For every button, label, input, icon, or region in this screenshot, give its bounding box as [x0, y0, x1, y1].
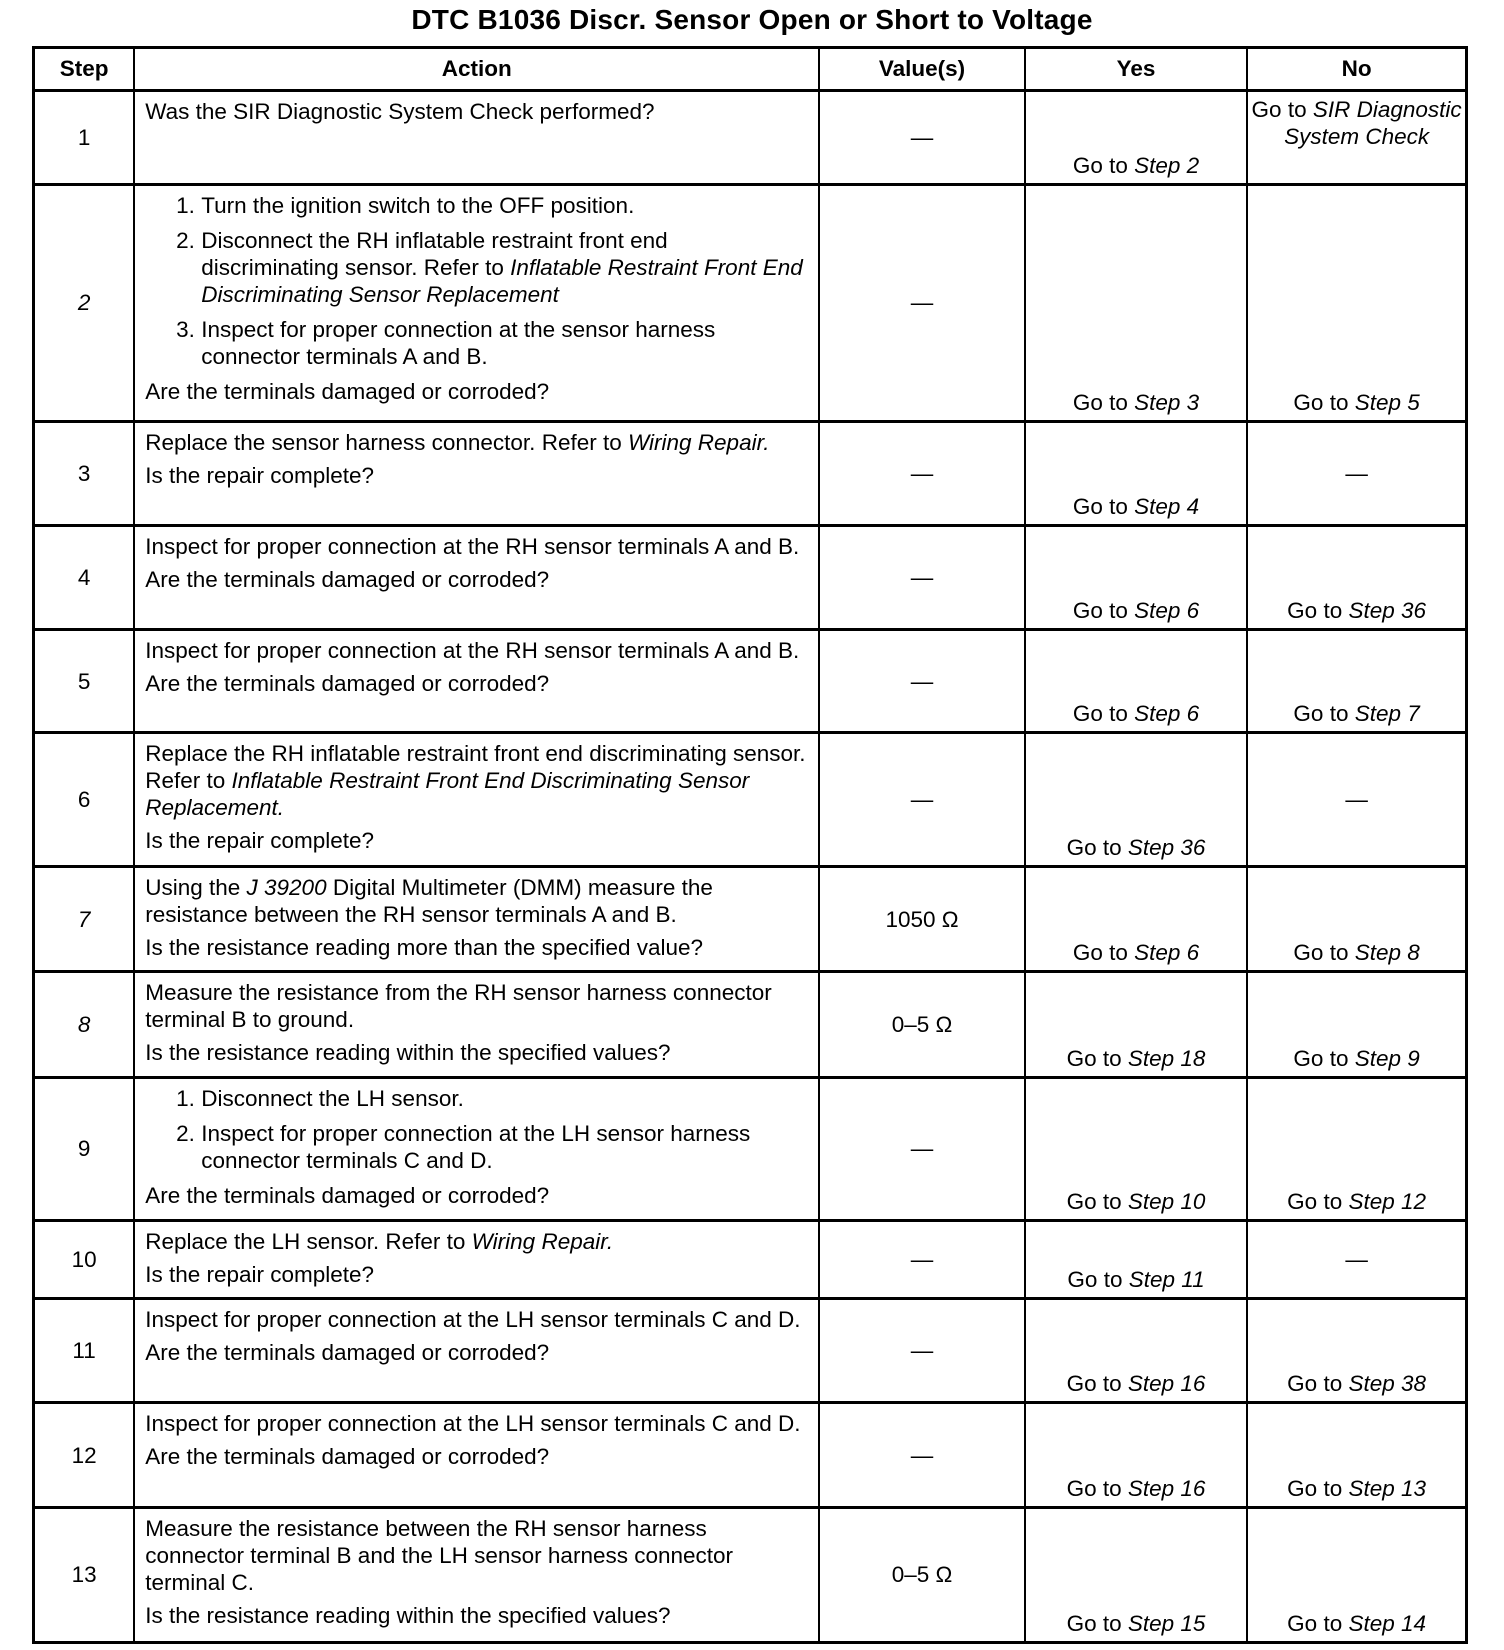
no-step-ref: Step 13	[1348, 1475, 1427, 1501]
no-cell: Go to Step 14	[1247, 1507, 1466, 1642]
no-cell: Go to Step 36	[1247, 526, 1466, 630]
yes-step-ref: Step 6	[1134, 597, 1200, 623]
action-text: Inspect for proper connection at the RH sensor terminals A and B.	[145, 534, 800, 560]
no-cell: —	[1247, 733, 1466, 867]
step-number: 5	[34, 629, 135, 733]
yes-cell: Go to Step 2	[1025, 90, 1247, 184]
value-cell: —	[819, 733, 1025, 867]
value-cell: —	[819, 421, 1025, 526]
action-text: Measure the resistance between the RH sensor harness connector terminal B and the LH sensor harness connector terminal C.	[145, 1515, 734, 1595]
no-cell: —	[1247, 421, 1466, 526]
action-reference: Wiring Repair.	[627, 429, 770, 455]
value-cell: 0–5 Ω	[819, 972, 1025, 1078]
no-cell: —	[1247, 1221, 1466, 1298]
action-question: Is the resistance reading within the specified values?	[145, 1040, 671, 1066]
table-row	[34, 1507, 1467, 1642]
action-reference: Wiring Repair.	[471, 1229, 614, 1255]
no-cell: Go to Step 12	[1247, 1077, 1466, 1220]
action-question: Are the terminals damaged or corroded?	[145, 1444, 550, 1470]
yes-cell: Go to Step 10	[1025, 1077, 1247, 1220]
yes-step-ref: Step 16	[1127, 1475, 1206, 1501]
yes-cell: Go to Step 16	[1025, 1403, 1247, 1508]
action-question: Is the resistance reading more than the specified value?	[145, 935, 704, 961]
no-cell: Go to Step 38	[1247, 1298, 1466, 1403]
value-cell: —	[819, 1298, 1025, 1403]
action-item: 2. Inspect for proper connection at the LH sensor harness connector terminals C and D.	[201, 1120, 810, 1174]
action-cell	[134, 421, 819, 526]
action-cell	[134, 1507, 819, 1642]
yes-step-ref: Step 15	[1127, 1611, 1206, 1636]
no-step-ref: Step 7	[1354, 701, 1420, 727]
action-question: Is the repair complete?	[145, 462, 375, 488]
table-row	[34, 629, 1467, 733]
action-reference: Inflatable Restraint Front End Discriminating Sensor Replacement.	[145, 768, 750, 821]
action-text: Replace the LH sensor. Refer to Wiring Repair.	[145, 1229, 614, 1255]
step-number: 7	[34, 867, 135, 972]
step-number: 6	[34, 733, 135, 867]
step-number: 1	[34, 90, 135, 184]
yes-step-ref: Step 4	[1134, 494, 1200, 520]
value-cell: —	[819, 1403, 1025, 1508]
action-cell	[134, 733, 819, 867]
yes-cell: Go to Step 6	[1025, 867, 1247, 972]
step-number: 9	[34, 1077, 135, 1220]
action-item: 2. Disconnect the RH inflatable restraint front end discriminating sensor. Refer to Inflatable Restraint Front End Discriminating Sensor Replacement	[201, 227, 810, 308]
no-step-ref: Step 36	[1348, 597, 1427, 623]
table-row	[34, 90, 1467, 184]
action-cell	[134, 972, 819, 1078]
table-row	[34, 1403, 1467, 1508]
yes-step-ref: Step 18	[1127, 1045, 1206, 1071]
page-title: DTC B1036 Discr. Sensor Open or Short to Voltage	[411, 4, 1093, 35]
action-cell	[134, 1403, 819, 1508]
yes-cell: Go to Step 16	[1025, 1298, 1247, 1403]
yes-cell: Go to Step 15	[1025, 1507, 1247, 1642]
table-row	[34, 733, 1467, 867]
value-cell: —	[819, 526, 1025, 630]
no-step-ref: SIR Diagnostic System Check	[1284, 96, 1462, 149]
value-cell: —	[819, 90, 1025, 184]
no-step-ref: Step 14	[1348, 1611, 1427, 1636]
header-step: Step	[34, 48, 135, 91]
action-text: Replace the sensor harness connector. Refer to Wiring Repair.	[145, 429, 770, 455]
action-question: Is the repair complete?	[145, 1262, 375, 1288]
table-header	[34, 48, 1467, 91]
no-step-ref: Step 5	[1354, 389, 1420, 415]
value-cell: —	[819, 1077, 1025, 1220]
header-action: Action	[134, 48, 819, 91]
action-question: Are the terminals damaged or corroded?	[145, 1339, 550, 1365]
step-number: 2	[34, 185, 135, 422]
yes-step-ref: Step 3	[1134, 389, 1200, 415]
yes-cell: Go to Step 6	[1025, 526, 1247, 630]
yes-cell: Go to Step 6	[1025, 629, 1247, 733]
action-item: 3. Inspect for proper connection at the sensor harness connector terminals A and B.	[201, 316, 810, 370]
action-text: Inspect for proper connection at the LH sensor terminals C and D.	[145, 1306, 801, 1332]
yes-step-ref: Step 6	[1134, 701, 1200, 727]
step-number: 11	[34, 1298, 135, 1403]
table-row	[34, 421, 1467, 526]
yes-cell: Go to Step 3	[1025, 185, 1247, 422]
action-cell	[134, 1298, 819, 1403]
no-cell: Go to SIR Diagnostic System Check	[1247, 90, 1466, 184]
no-step-ref: Step 9	[1354, 1045, 1420, 1071]
yes-cell: Go to Step 4	[1025, 421, 1247, 526]
yes-cell: Go to Step 11	[1025, 1221, 1247, 1298]
table-row	[34, 526, 1467, 630]
header-values: Value(s)	[819, 48, 1025, 91]
value-cell: —	[819, 1221, 1025, 1298]
table-row	[34, 972, 1467, 1078]
step-number: 13	[34, 1507, 135, 1642]
header-yes: Yes	[1025, 48, 1247, 91]
action-text: Measure the resistance from the RH sensor harness connector terminal B to ground.	[145, 980, 772, 1033]
action-text: Replace the RH inflatable restraint front end discriminating sensor. Refer to Inflatable Restraint Front End Discriminating Sensor Replacement.	[145, 741, 806, 821]
action-cell	[134, 1221, 819, 1298]
action-question: Are the terminals damaged or corroded?	[145, 567, 550, 593]
yes-cell: Go to Step 36	[1025, 733, 1247, 867]
table-row	[34, 1077, 1467, 1220]
action-item: 1. Disconnect the LH sensor.	[201, 1085, 810, 1112]
no-step-ref: Step 38	[1348, 1371, 1427, 1397]
table-row	[34, 867, 1467, 972]
action-question: Is the resistance reading within the specified values?	[145, 1602, 671, 1628]
step-number: 4	[34, 526, 135, 630]
action-cell	[134, 185, 819, 422]
no-step-ref: Step 12	[1348, 1189, 1427, 1215]
no-cell: Go to Step 13	[1247, 1403, 1466, 1508]
yes-step-ref: Step 36	[1127, 835, 1206, 861]
tool-reference: J 39200	[246, 875, 327, 901]
value-cell: 1050 Ω	[819, 867, 1025, 972]
action-text: Inspect for proper connection at the RH sensor terminals A and B.	[145, 637, 800, 663]
action-cell	[134, 867, 819, 972]
step-number: 8	[34, 972, 135, 1078]
step-number: 12	[34, 1403, 135, 1508]
value-cell: 0–5 Ω	[819, 1507, 1025, 1642]
action-question: Is the repair complete?	[145, 828, 375, 854]
action-reference: Inflatable Restraint Front End Discriminating Sensor Replacement	[201, 255, 803, 308]
yes-step-ref: Step 10	[1127, 1189, 1206, 1215]
action-question: Are the terminals damaged or corroded?	[145, 379, 550, 405]
action-question: Was the SIR Diagnostic System Check performed?	[145, 98, 655, 124]
step-number: 3	[34, 421, 135, 526]
action-cell	[134, 526, 819, 630]
action-text: Using the J 39200 Digital Multimeter (DMM) measure the resistance between the RH sensor terminals A and B.	[145, 875, 713, 928]
table-row	[34, 1298, 1467, 1403]
value-cell: —	[819, 185, 1025, 422]
yes-step-ref: Step 6	[1134, 940, 1200, 966]
yes-step-ref: Step 16	[1127, 1371, 1206, 1397]
action-text: Inspect for proper connection at the LH sensor terminals C and D.	[145, 1411, 801, 1437]
no-cell: Go to Step 9	[1247, 972, 1466, 1078]
yes-cell: Go to Step 18	[1025, 972, 1247, 1078]
table-row	[34, 1221, 1467, 1298]
action-question: Are the terminals damaged or corroded?	[145, 1182, 550, 1208]
no-cell: Go to Step 7	[1247, 629, 1466, 733]
action-question: Are the terminals damaged or corroded?	[145, 670, 550, 696]
diagnostic-table	[32, 46, 1468, 1644]
yes-step-ref: Step 11	[1128, 1266, 1205, 1292]
table-row	[34, 185, 1467, 422]
value-cell: —	[819, 629, 1025, 733]
action-cell	[134, 90, 819, 184]
action-cell	[134, 629, 819, 733]
no-cell: Go to Step 5	[1247, 185, 1466, 422]
action-cell	[134, 1077, 819, 1220]
step-number: 10	[34, 1221, 135, 1298]
header-no: No	[1247, 48, 1466, 91]
no-step-ref: Step 8	[1354, 940, 1420, 966]
yes-step-ref: Step 2	[1134, 153, 1200, 179]
action-item: 1. Turn the ignition switch to the OFF position.	[201, 192, 810, 219]
no-cell: Go to Step 8	[1247, 867, 1466, 972]
